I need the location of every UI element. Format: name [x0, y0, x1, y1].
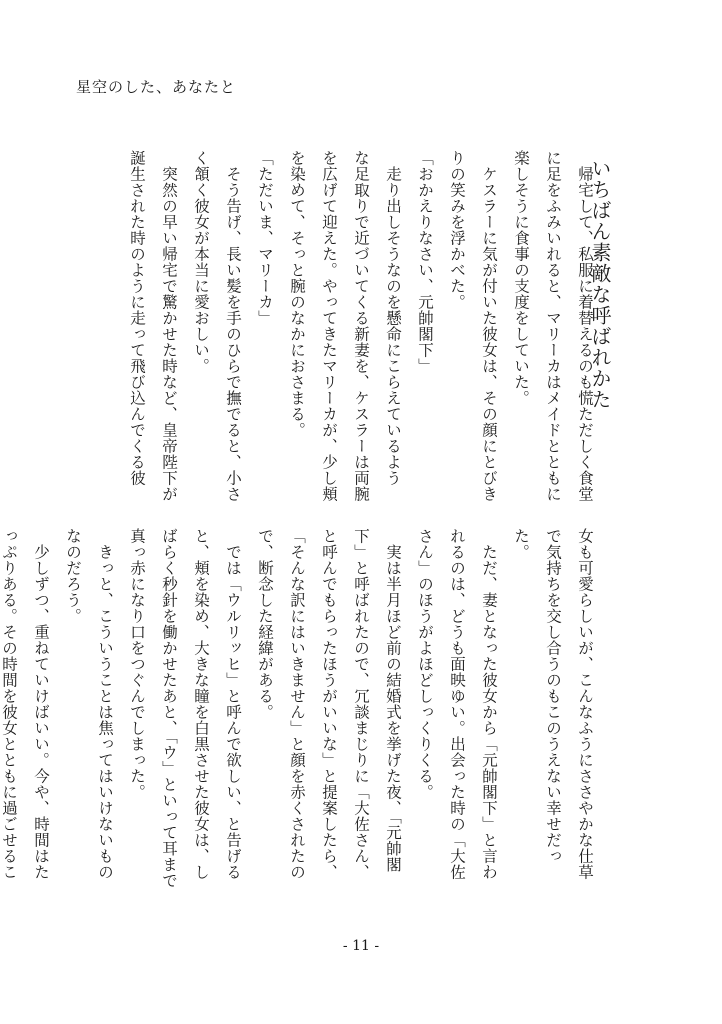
text-line: で気持ちを交し合うのもこのうえない幸せだっ [544, 528, 562, 864]
text-line: 実は半月ほど前の結婚式を挙げた夜、「元帥閣 [384, 528, 402, 873]
text-line: 楽しそうに食事の支度をしていた。 [512, 150, 530, 406]
text-line: 女も可愛らしいが、こんなふうにささやかな仕草 [576, 528, 594, 880]
bottom-text-block [0, 528, 601, 890]
text-line: に足をふみいれると、マリーカはメイドとともに [544, 150, 562, 502]
text-line: 「おかえりなさい、元帥閣下」 [416, 150, 434, 374]
text-line: な足取りで近づいてくる新妻を、ケスラーは両腕 [352, 150, 370, 502]
text-line: 少しずつ、重ねていけばいい。今や、時間はた [32, 528, 50, 880]
text-line: りの笑みを浮かべた。 [448, 150, 466, 310]
text-line: く頷く彼女が本当に愛おしい。 [192, 150, 210, 374]
text-line: きっと、こういうことは焦ってはいけないもの [96, 528, 114, 880]
text-line: なのだろう。 [64, 528, 82, 624]
text-line: 「そんな訳にはいきません」と顔を赤くされたの [288, 528, 306, 880]
text-line: 突然の早い帰宅で驚かせた時など、皇帝陛下が [160, 150, 178, 502]
text-line: っぷりある。その時間を彼女とともに過ごせるこ [0, 528, 18, 880]
text-line: では「ウルリッヒ」と呼んで欲しい、と告げる [224, 528, 242, 880]
text-line: 帰宅して、私服に着替えるのも慌ただしく食堂 [576, 150, 594, 502]
text-line: と、頬を染め、大きな瞳を白黒させた彼女は、し [192, 528, 210, 880]
text-line: 「ただいま、マリーカ」 [256, 150, 274, 326]
text-line: た。 [512, 528, 530, 560]
text-line: ケスラーに気が付いた彼女は、その顔にとびき [480, 150, 498, 502]
page-number: - 11 - [342, 938, 380, 954]
text-line: さん」のほうがよほどしっくりくる。 [416, 528, 434, 800]
text-line: を染めて、そっと腕のなかにおさまる。 [288, 150, 306, 438]
running-header: 星空のした、あなたと [76, 78, 237, 96]
text-line: を広げて迎えた。やってきたマリーカが、少し頬 [320, 150, 338, 502]
text-line: そう告げ、長い髪を手のひらで撫でると、小さ [224, 150, 242, 502]
chapter-title: いちばん素敵な呼ばれかた [588, 158, 612, 410]
text-line: ばらく秒針を働かせたあと、「ウ」といって耳まで [160, 528, 178, 889]
text-line: れるのは、どうも面映ゆい。出会った時の「大佐 [448, 528, 466, 880]
top-text-block [121, 150, 601, 502]
text-line: ただ、妻となった彼女から「元帥閣下」と言わ [480, 528, 498, 880]
text-line: 走り出しそうなのを懸命にこらえているよう [384, 150, 402, 486]
text-line: 真っ赤になり口をつぐんでしまった。 [128, 528, 146, 800]
text-line: と呼んでもらったほうがいいな」と提案したら、 [320, 528, 338, 880]
text-line: で、断念した経緯がある。 [256, 528, 274, 720]
text-line: 誕生された時のように走って飛び込んでくる彼 [128, 150, 146, 486]
text-line: 下」と呼ばれたので、冗談まじりに「大佐さん、 [352, 528, 370, 880]
